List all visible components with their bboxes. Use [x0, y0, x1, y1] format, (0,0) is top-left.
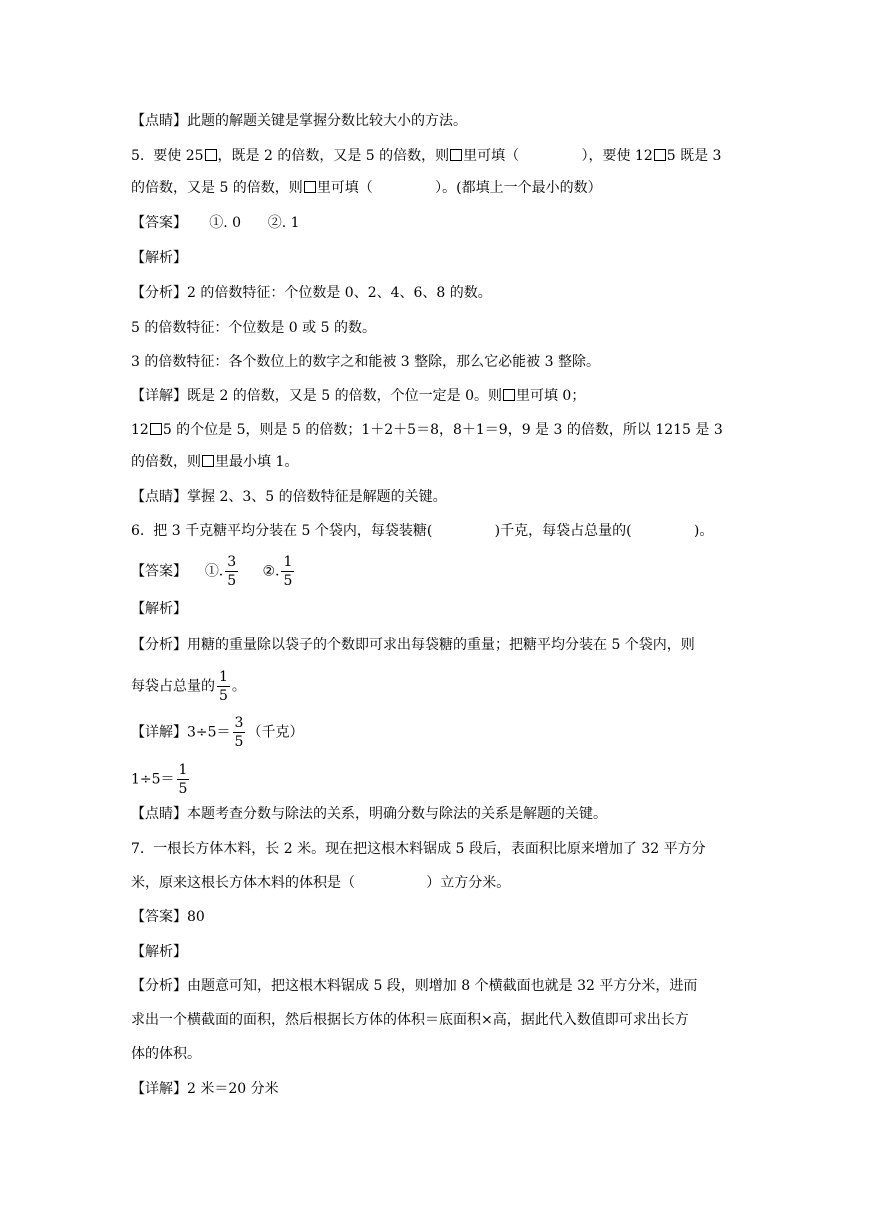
- analysis-line: 每袋占总量的 $\frac{1}{5}$ 。: [131, 669, 246, 704]
- tip-line: 【点睛】本题考查分数与除法的关系，明确分数与除法的关系是解题的关键。: [131, 806, 607, 822]
- fraction: $\frac{1}{5}$: [178, 762, 188, 797]
- detail-line: 1÷5＝ $\frac{1}{5}$: [131, 762, 188, 797]
- question-5-line-2: 的倍数，又是 5 的倍数，则 里可填（ ）。(都填上一个最小的数）: [131, 180, 602, 196]
- analysis-heading: 【解析】: [131, 944, 187, 960]
- fraction: $\frac{3}{5}$: [227, 554, 237, 589]
- analysis-line: 体的体积。: [131, 1046, 201, 1062]
- blank-box: [503, 389, 515, 401]
- analysis-heading: 【解析】: [131, 250, 187, 266]
- answer-line: 【答案】 ①. 0 ②. 1: [131, 215, 300, 231]
- detail-line: 12 5 的个位是 5，则是 5 的倍数；1＋2＋5＝8，8＋1＝9，9 是 3 的倍数，所以 1215 是 3: [131, 422, 723, 438]
- detail-line: 【详解】3÷5＝ $\frac{3}{5}$ （千克）: [131, 715, 304, 750]
- analysis-line: 【分析】用糖的重量除以袋子的个数即可求出每袋糖的重量；把糖平均分装在 5 个袋内，则: [131, 637, 695, 653]
- blank-box: [654, 149, 666, 161]
- fraction: $\frac{3}{5}$: [234, 715, 244, 750]
- answer-line: 【答案】80: [131, 909, 205, 925]
- question-7-line-1: 7. 一根长方体木料，长 2 米。现在把这根木料锯成 5 段后，表面积比原来增加了 32 平方分: [131, 841, 706, 857]
- blank-box: [304, 181, 316, 193]
- blank-box: [450, 149, 462, 161]
- detail-line: 的倍数，则 里最小填 1。: [131, 454, 299, 470]
- fraction: $\frac{1}{5}$: [219, 669, 228, 704]
- question-number: 5.: [131, 148, 145, 164]
- blank-box: [205, 149, 217, 161]
- question-5-line-1: 5. 要使 25 ，既是 2 的倍数，又是 5 的倍数，则 里可填（ ），要使 12 5 既是 3: [131, 148, 722, 164]
- detail-line: 【详解】既是 2 的倍数，又是 5 的倍数，个位一定是 0。则 里可填 0；: [131, 388, 586, 404]
- analysis-line: 【分析】2 的倍数特征：个位数是 0、2、4、6、8 的数。: [131, 285, 492, 301]
- tip-line: 【点睛】此题的解题关键是掌握分数比较大小的方法。: [131, 113, 467, 129]
- analysis-heading: 【解析】: [131, 601, 187, 617]
- analysis-line: 【分析】由题意可知，把这根木料锯成 5 段，则增加 8 个横截面也就是 32 平方分米，进而: [131, 978, 698, 994]
- question-7-line-2: 米，原来这根长方体木料的体积是（ ）立方分米。: [131, 875, 511, 891]
- fraction: $\frac{1}{5}$: [283, 554, 293, 589]
- analysis-line: 5 的倍数特征：个位数是 0 或 5 的数。: [131, 320, 376, 336]
- question-6: 6. 把 3 千克糖平均分装在 5 个袋内，每袋装糖( )千克，每袋占总量的( )。: [131, 523, 714, 539]
- answer-line: 【答案】 ①. $\frac{3}{5}$ ②. $\frac{1}{5}$: [131, 554, 293, 589]
- analysis-line: 求出一个横截面的面积，然后根据长方体的体积＝底面积×高，据此代入数值即可求出长方: [131, 1012, 689, 1028]
- blank-box: [150, 423, 162, 435]
- tip-line: 【点睛】掌握 2、3、5 的倍数特征是解题的关键。: [131, 489, 447, 505]
- analysis-line: 3 的倍数特征：各个数位上的数字之和能被 3 整除，那么它必能被 3 整除。: [131, 354, 600, 370]
- detail-line: 【详解】2 米＝20 分米: [131, 1081, 279, 1097]
- blank-box: [202, 455, 214, 467]
